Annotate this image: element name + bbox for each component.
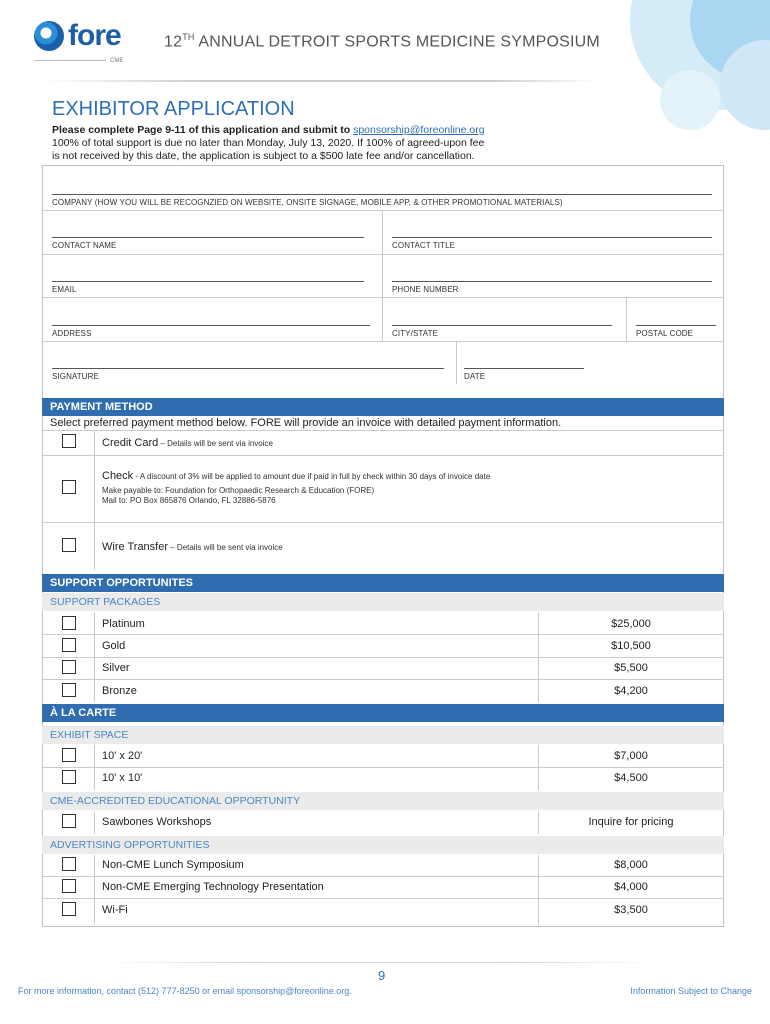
package-label: Gold <box>102 640 126 652</box>
sawbones-checkbox[interactable] <box>62 814 76 828</box>
package-price: $25,000 <box>611 618 651 630</box>
check-option: Check - A discount of 3% will be applied to amount due if paid in full by check within 30 days of invoice date <box>102 470 491 482</box>
package-label: Bronze <box>102 685 137 697</box>
advertising-label: Non-CME Lunch Symposium <box>102 859 244 871</box>
cme-opportunity-header: CME-ACCREDITED EDUCATIONAL OPPORTUNITY <box>42 792 724 810</box>
column-divider <box>94 430 95 570</box>
email-field[interactable] <box>52 281 364 282</box>
silver-checkbox[interactable] <box>62 660 76 674</box>
row-divider <box>42 898 724 899</box>
a-la-carte-header: À LA CARTE <box>42 704 724 722</box>
fore-logo <box>34 14 121 58</box>
row-divider <box>42 876 724 877</box>
phone-label: PHONE NUMBER <box>392 285 459 294</box>
phone-field[interactable] <box>392 281 712 282</box>
header-divider <box>40 80 600 82</box>
row-divider <box>42 767 724 768</box>
exhibit-space-header: EXHIBIT SPACE <box>42 726 724 744</box>
exhibit-price: $4,500 <box>614 772 648 784</box>
row-divider <box>42 430 724 431</box>
fore-logo-icon <box>34 21 64 51</box>
payment-instructions: Select preferred payment method below. FORE will provide an invoice with detailed payment information. <box>50 417 562 429</box>
row-divider <box>42 341 724 342</box>
support-packages-header: SUPPORT PACKAGES <box>42 593 724 611</box>
row-divider <box>42 522 724 523</box>
row-divider <box>42 679 724 680</box>
row-divider <box>42 455 724 456</box>
email-label: EMAIL <box>52 285 77 294</box>
credit-card-checkbox[interactable] <box>62 434 76 448</box>
sponsorship-email-link[interactable]: sponsorship@foreonline.org <box>353 124 485 136</box>
package-label: Silver <box>102 662 130 674</box>
date-label: DATE <box>464 372 486 381</box>
advertising-price: $3,500 <box>614 904 648 916</box>
company-field[interactable] <box>52 194 712 195</box>
exhibit-10x20-checkbox[interactable] <box>62 748 76 762</box>
row-divider <box>42 254 724 255</box>
column-divider <box>94 811 95 834</box>
city-state-label: CITY/STATE <box>392 329 439 338</box>
wire-transfer-checkbox[interactable] <box>62 538 76 552</box>
footer-disclaimer: Information Subject to Change <box>630 986 752 996</box>
gold-checkbox[interactable] <box>62 638 76 652</box>
contact-name-label: CONTACT NAME <box>52 241 117 250</box>
check-checkbox[interactable] <box>62 480 76 494</box>
intro-text: Please complete Page 9-11 of this application and submit to sponsorship@foreonline.org 100% of total support is due no later than Monday, July 13, 2020. If 100% of agreed-upon fee is not received by this date, the application is subject to a $500 late fee and/or cancellation. <box>52 124 485 162</box>
wire-transfer-option: Wire Transfer – Details will be sent via invoice <box>102 541 283 553</box>
wifi-checkbox[interactable] <box>62 902 76 916</box>
package-price: $5,500 <box>614 662 648 674</box>
check-mail-to: Mail to: PO Box 865876 Orlando, FL 32886-5876 <box>102 496 276 505</box>
payment-method-header: PAYMENT METHOD <box>42 398 724 416</box>
emerging-tech-checkbox[interactable] <box>62 879 76 893</box>
advertising-label: Wi-Fi <box>102 904 128 916</box>
address-label: ADDRESS <box>52 329 92 338</box>
cme-label: Sawbones Workshops <box>102 816 212 828</box>
advertising-label: Non-CME Emerging Technology Presentation <box>102 881 324 893</box>
package-price: $4,200 <box>614 685 648 697</box>
logo-subtitle: CME <box>110 58 124 64</box>
page-number: 9 <box>378 968 386 983</box>
logo-text: fore <box>68 19 121 52</box>
column-divider <box>382 210 383 342</box>
city-state-field[interactable] <box>392 325 612 326</box>
page-title: EXHIBITOR APPLICATION <box>52 98 295 120</box>
row-divider <box>42 657 724 658</box>
signature-field[interactable] <box>52 368 444 369</box>
row-divider <box>42 297 724 298</box>
cme-price: Inquire for pricing <box>588 816 674 828</box>
exhibit-price: $7,000 <box>614 750 648 762</box>
postal-code-field[interactable] <box>636 325 716 326</box>
exhibit-label: 10' x 20' <box>102 750 143 762</box>
row-divider <box>42 210 724 211</box>
postal-code-label: POSTAL CODE <box>636 329 694 338</box>
signature-label: SIGNATURE <box>52 372 99 381</box>
logo-divider <box>34 60 106 61</box>
advertising-price: $4,000 <box>614 881 648 893</box>
column-divider <box>456 341 457 384</box>
symposium-title: 12TH ANNUAL DETROIT SPORTS MEDICINE SYMPOSIUM <box>164 32 600 51</box>
bronze-checkbox[interactable] <box>62 683 76 697</box>
column-divider <box>94 855 95 925</box>
contact-name-field[interactable] <box>52 237 364 238</box>
column-divider <box>626 297 627 342</box>
credit-card-option: Credit Card – Details will be sent via invoice <box>102 437 273 449</box>
company-label: COMPANY (HOW YOU WILL BE RECOGNZIED ON WEBSITE, ONSITE SIGNAGE, MOBILE APP, & OTHER PROMOTIONAL MATERIALS) <box>52 198 563 207</box>
check-payable-to: Make payable to: Foundation for Orthopaedic Research & Education (FORE) <box>102 486 375 495</box>
support-opportunities-header: SUPPORT OPPORTUNITES <box>42 574 724 592</box>
row-divider <box>42 634 724 635</box>
contact-title-field[interactable] <box>392 237 712 238</box>
address-field[interactable] <box>52 325 370 326</box>
advertising-header: ADVERTISING OPPORTUNITIES <box>42 836 724 854</box>
footer-contact: For more information, contact (512) 777-8250 or email sponsorship@foreonline.org. <box>18 986 352 996</box>
platinum-checkbox[interactable] <box>62 616 76 630</box>
contact-title-label: CONTACT TITLE <box>392 241 456 250</box>
advertising-price: $8,000 <box>614 859 648 871</box>
exhibit-10x10-checkbox[interactable] <box>62 770 76 784</box>
lunch-symposium-checkbox[interactable] <box>62 857 76 871</box>
package-price: $10,500 <box>611 640 651 652</box>
date-field[interactable] <box>464 368 584 369</box>
footer-divider <box>100 962 660 963</box>
exhibit-label: 10' x 10' <box>102 772 143 784</box>
package-label: Platinum <box>102 618 145 630</box>
